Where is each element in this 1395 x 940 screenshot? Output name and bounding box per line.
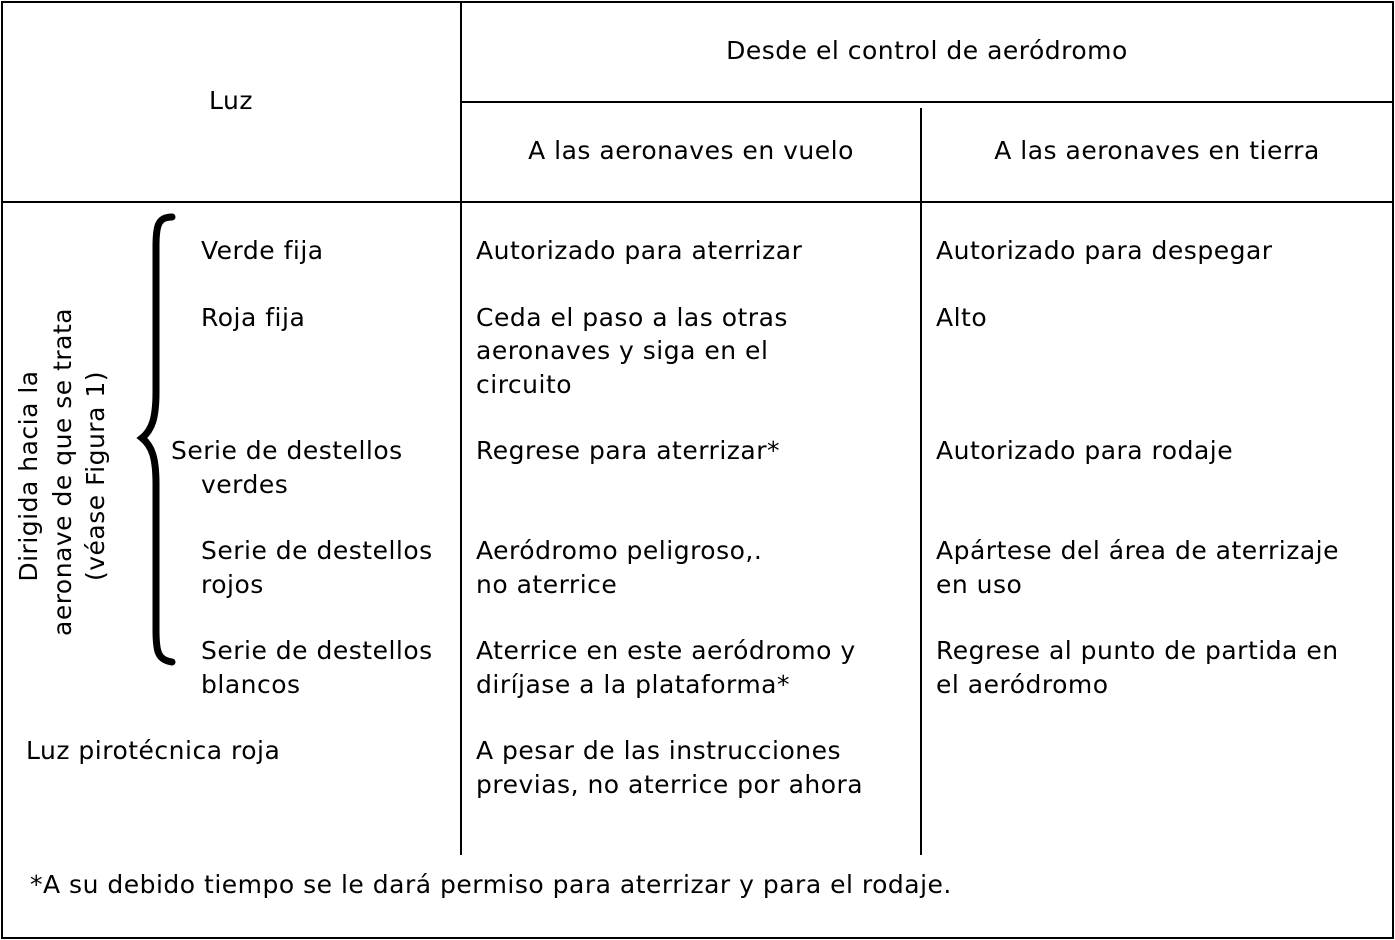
cell-tierra-line-2: el aeródromo (936, 670, 1109, 699)
cell-vuelo-line-2: previas, no aterrice por ahora (476, 770, 864, 799)
cell-luz-line-1: Serie de destellos (201, 536, 433, 565)
cell-luz: Luz pirotécnica roja (26, 736, 281, 765)
group-label-line-2: aeronave de que se trata (47, 307, 77, 636)
cell-luz-line-1: Serie de destellos (201, 636, 433, 665)
cell-luz-line-2: blancos (201, 670, 301, 699)
group-label-line-3: (véase Figura 1) (80, 370, 110, 582)
header-divider (462, 101, 1392, 103)
header-aeronaves-tierra: A las aeronaves en tierra (994, 136, 1320, 165)
cell-luz: Verde fija (201, 236, 324, 265)
cell-vuelo-line-2: diríjase a la plataforma* (476, 670, 791, 699)
group-label-line-1: Dirigida hacia la (13, 370, 43, 582)
header-bottom-line (1, 201, 1392, 203)
cell-vuelo: Autorizado para aterrizar (476, 236, 803, 265)
column-divider-vuelo-tierra (920, 108, 922, 855)
header-aeronaves-vuelo: A las aeronaves en vuelo (528, 136, 854, 165)
cell-tierra: Alto (936, 303, 988, 332)
cell-vuelo-line-1: Aterrice en este aeródromo y (476, 636, 856, 665)
cell-luz: Roja fija (201, 303, 306, 332)
header-luz: Luz (209, 86, 253, 115)
footnote: *A su debido tiempo se le dará permiso para aterrizar y para el rodaje. (30, 870, 952, 899)
column-divider-luz (460, 1, 462, 855)
cell-vuelo: Regrese para aterrizar* (476, 436, 780, 465)
cell-vuelo-line-1: A pesar de las instrucciones (476, 736, 842, 765)
cell-vuelo-line-2: aeronaves y siga en el (476, 336, 769, 365)
header-desde-control: Desde el control de aeródromo (726, 36, 1128, 65)
cell-luz-line-1: Serie de destellos (171, 436, 403, 465)
cell-luz-line-2: rojos (201, 570, 264, 599)
cell-vuelo-line-1: Ceda el paso a las otras (476, 303, 788, 332)
cell-vuelo-line-3: circuito (476, 370, 573, 399)
cell-vuelo-line-2: no aterrice (476, 570, 618, 599)
cell-tierra-line-1: Regrese al punto de partida en (936, 636, 1339, 665)
cell-vuelo-line-1: Aeródromo peligroso,. (476, 536, 763, 565)
cell-tierra: Autorizado para rodaje (936, 436, 1234, 465)
cell-tierra: Autorizado para despegar (936, 236, 1273, 265)
cell-luz-line-2: verdes (201, 470, 289, 499)
cell-tierra-line-1: Apártese del área de aterrizaje (936, 536, 1339, 565)
cell-tierra-line-2: en uso (936, 570, 1023, 599)
